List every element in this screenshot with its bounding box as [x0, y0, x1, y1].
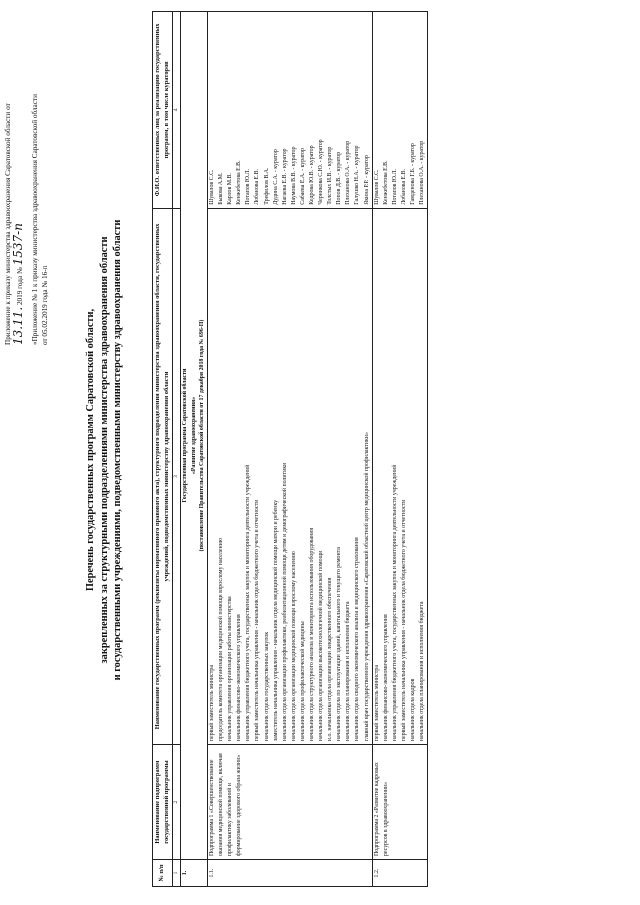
person-line: Сабаева Е.А. - куратор: [299, 147, 306, 205]
person-line: Потапов Ю.Л.: [391, 169, 398, 205]
units-cell: [207, 208, 372, 744]
appendix-line-3: «Приложение № 1 к приказу министерства здравоохранения Саратовской области: [31, 94, 39, 345]
person-line: Плеханова О.А. - куратор: [345, 140, 352, 205]
unit-line: начальник финансово-экономического управления: [382, 614, 389, 742]
unit-line: главный врач государственного учреждения здравоохранения «Саратовский областной центр медицинской профилактики»: [363, 432, 370, 742]
appendix-line-2: [10, 15, 26, 345]
unit-line: начальник управления бюджетного учета, государственных закупок и мониторинга деятельности учреждений: [245, 464, 252, 742]
unit-line: начальник отдела сводного экономического анализа и медицинского страхования: [354, 537, 361, 742]
program-title-line: (постановление Правительства Саратовской области от 17 декабря 2018 года № 696-П): [199, 319, 206, 552]
unit-line: начальник отдела по эксплуатации зданий, капитального и текущего ремонта: [336, 547, 343, 742]
person-line: Шувалов С.С.: [208, 169, 215, 205]
unit-line: начальник отдела организации высокотехнологичной медицинской помощи: [318, 550, 325, 742]
person-line: Трефилов В.А.: [263, 167, 270, 205]
appendix-number: 1537-п: [10, 223, 25, 266]
person-line: Потапов Ю.Л.: [245, 169, 252, 205]
title-line-2: закрепленных за структурными подразделениями министерства здравоохранения области: [98, 236, 110, 664]
header-num: № п/п: [153, 860, 173, 887]
appendix-header: [4, 15, 50, 345]
person-line: Нагаева Е.В. - куратор: [281, 148, 288, 205]
units-cell: [372, 208, 428, 744]
table-row: [207, 12, 372, 887]
header-subprogram: Наименование подпрограмм государственной программы: [153, 745, 173, 860]
row-num: 1.1.: [207, 860, 372, 887]
program-title-line: «Развитие здравоохранения»: [190, 396, 197, 475]
document-title: [84, 55, 125, 845]
unit-line: начальник отдела кадров: [410, 678, 417, 742]
person-line: Наумова В.В. - куратор: [290, 146, 297, 205]
unit-line: начальник отдела организации медицинской помощи взрослому населению: [290, 551, 297, 742]
col-number: 2: [173, 745, 181, 860]
unit-line: начальник управления бюджетного учета, государственных закупок и мониторинга деятельности учреждений: [391, 464, 398, 742]
title-line-3: и государственными учреждениями, подведомственными министерству здравоохранения области: [112, 219, 123, 681]
person-line: Толстых И.В. - куратор: [327, 146, 334, 205]
person-line: Лобанова Е.В.: [254, 168, 261, 205]
table-header-row: [153, 12, 173, 887]
person-line: Дудина С.А. - куратор: [272, 149, 279, 205]
col-number: 4: [173, 12, 181, 209]
person-line: Попов Д.В. - куратор: [336, 151, 343, 205]
unit-line: начальник отдела структурного анализа и мониторинга использования оборудования: [309, 527, 315, 742]
title-line-1: Перечень государственных программ Саратовской области,: [85, 308, 96, 592]
table-row: [372, 12, 428, 887]
appendix-line-1: Приложение к приказу министерства здравоохранения Саратовской области от: [4, 103, 12, 345]
unit-line: начальник отдела профилактической медицины: [299, 621, 306, 742]
unit-line: первый заместитель начальника управления - начальник отдела бюджетного учета и отчетности: [400, 499, 407, 742]
unit-line: заместитель начальника управления - начальник отдела медицинской помощи матери и ребенку: [272, 499, 279, 742]
program-row: [181, 12, 208, 887]
subprogram-name: Подпрограмма 2 «Развитие кадровых ресурсов в здравоохранении»: [372, 745, 428, 860]
persons-cell: [207, 12, 372, 209]
column-number-row: [173, 12, 181, 887]
subprogram-name: Подпрограмма 1 «Совершенствование оказания медицинской помощи, включая профилактику заболеваний и формирование здорового образа жизни»: [207, 745, 372, 860]
unit-line: начальник отдела организации профилактики, реабилитационной помощи детям и демографической политики: [281, 462, 288, 742]
appendix-line-4: от 05.02.2019 года № 16-п: [40, 265, 49, 345]
person-line: Шувалов С.С.: [373, 169, 380, 205]
person-line: Кенжебетова Е.В.: [236, 160, 243, 205]
unit-line: и.о. начальника отдела организации лекарственного обеспечения: [327, 577, 334, 742]
program-title: [181, 12, 208, 860]
appendix-year: 2019 года №: [15, 267, 24, 307]
programs-table: [152, 11, 428, 887]
col-number: 1: [173, 860, 181, 887]
unit-line: начальник управления организации работы министерства: [227, 596, 234, 742]
person-line: Быкова А.М.: [218, 172, 225, 205]
unit-line: начальник финансово-экономического управления: [236, 614, 243, 742]
unit-line: первый заместитель министра: [208, 665, 215, 742]
row-num: 1.2.: [372, 860, 428, 887]
header-persons: Ф.И.О. ответственных лиц за реализацию государственных программ, в том числе кураторов: [153, 12, 173, 209]
person-line: Карлов М.В.: [227, 173, 234, 205]
col-number: 3: [173, 208, 181, 744]
person-line: Гамденова Г.Б. - куратор: [410, 143, 417, 205]
program-title-line: Государственная программа Саратовской области: [182, 368, 189, 503]
person-line: Кедрова Ю.В. - куратор: [309, 145, 315, 205]
person-line: Якина Р.Р. - куратор: [363, 155, 370, 205]
unit-line: председатель комитета организации медицинской помощи взрослому населению: [218, 537, 225, 742]
person-line: Лобанова Е.В.: [400, 168, 407, 205]
program-num: 1.: [181, 860, 208, 887]
person-line: Плеханова О.А. - куратор: [419, 140, 426, 205]
header-units: Наименование государственных программ (реквизиты нормативного правового акта), структурного подразделения министерства здравоохранения области, государственных учреждений, подведомственных министерству здравоохранения области: [153, 208, 173, 744]
unit-line: начальник отдела планирования и исполнения бюджета: [345, 601, 352, 742]
appendix-date: 13.11.: [10, 306, 25, 345]
unit-line: начальник отдела планирования и исполнения бюджета: [419, 601, 426, 742]
unit-line: первый заместитель начальника управления - начальник отдела бюджетного учета и отчетности: [254, 499, 261, 742]
person-line: Галушко Н.А. - куратор: [354, 145, 361, 205]
unit-line: начальник отдела государственных закупок: [263, 631, 270, 742]
person-line: Черникова С.Ю. - куратор: [318, 139, 325, 205]
person-line: Кенжебетова Е.В.: [382, 160, 389, 205]
persons-cell: [372, 12, 428, 209]
unit-line: первый заместитель министра: [373, 665, 380, 742]
